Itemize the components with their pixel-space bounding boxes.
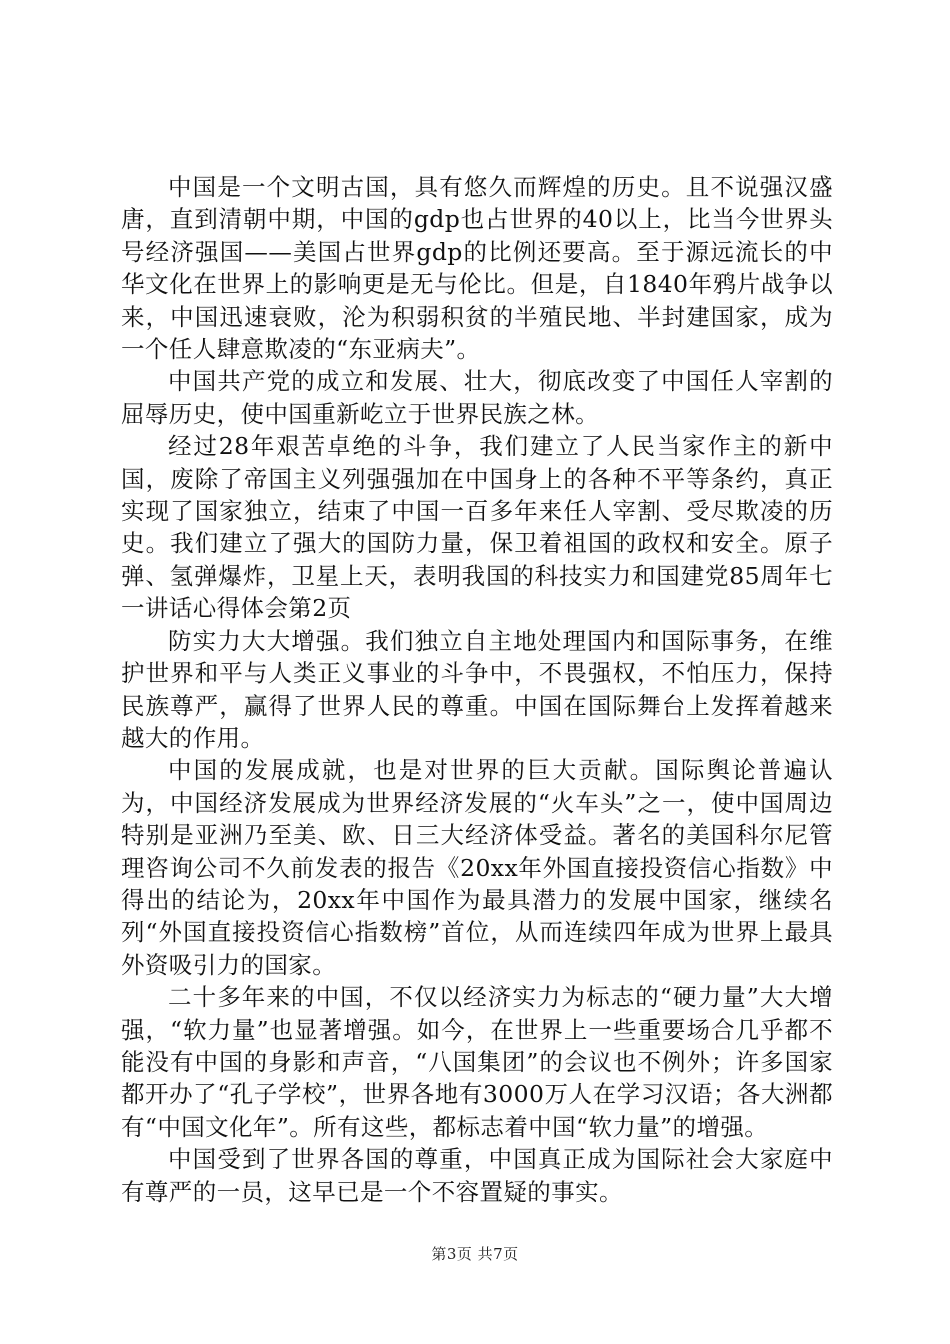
paragraph: 二十多年来的中国，不仅以经济实力为标志的“硬力量”大大增强，“软力量”也显著增强。如今，在世界上一些重要场合几乎都不能没有中国的身影和声音，“八国集团”的会议也不例外；许多国家都开办了“孔子学校”，世界各地有3000万人在学习汉语；各大洲都有“中国文化年”。所有这些，都标志着中国“软力量”的增强。 bbox=[121, 983, 833, 1141]
paragraph: 中国的发展成就，也是对世界的巨大贡献。国际舆论普遍认为，中国经济发展成为世界经济发展的“火车头”之一，使中国周边特别是亚洲乃至美、欧、日三大经济体受益。著名的美国科尔尼管理咨询公司不久前发表的报告《20xx年外国直接投资信心指数》中得出的结论为，20xx年中国作为最具潜力的发展中国家，继续名列“外国直接投资信心指数榜”首位，从而连续四年成为世界上最具外资吸引力的国家。 bbox=[121, 756, 833, 979]
paragraph: 防实力大大增强。我们独立自主地处理国内和国际事务，在维护世界和平与人类正义事业的斗争中，不畏强权，不怕压力，保持民族尊严，赢得了世界人民的尊重。中国在国际舞台上发挥着越来越大的作用。 bbox=[121, 626, 833, 752]
document-body bbox=[121, 171, 833, 1208]
paragraph: 中国受到了世界各国的尊重，中国真正成为国际社会大家庭中有尊严的一员，这早已是一个不容置疑的事实。 bbox=[121, 1145, 833, 1206]
paragraph: 中国是一个文明古国，具有悠久而辉煌的历史。且不说强汉盛唐，直到清朝中期，中国的gdp也占世界的40以上，比当今世界头号经济强国——美国占世界gdp的比例还要高。至于源远流长的中华文化在世界上的影响更是无与伦比。但是，自1840年鸦片战争以来，中国迅速衰败，沦为积弱积贫的半殖民地、半封建国家，成为一个任人肆意欺凌的“东亚病夫”。 bbox=[121, 173, 833, 364]
paragraph: 中国共产党的成立和发展、壮大，彻底改变了中国任人宰割的屈辱历史，使中国重新屹立于世界民族之林。 bbox=[121, 367, 833, 428]
paragraph: 经过28年艰苦卓绝的斗争，我们建立了人民当家作主的新中国，废除了帝国主义列强强加在中国身上的各种不平等条约，真正实现了国家独立，结束了中国一百多年来任人宰割、受尽欺凌的历史。我们建立了强大的国防力量，保卫着祖国的政权和安全。原子弹、氢弹爆炸，卫星上天，表明我国的科技实力和国建党85周年七一讲话心得体会第2页 bbox=[121, 432, 833, 623]
page-footer: 第3页 共7页 bbox=[431, 1245, 519, 1263]
